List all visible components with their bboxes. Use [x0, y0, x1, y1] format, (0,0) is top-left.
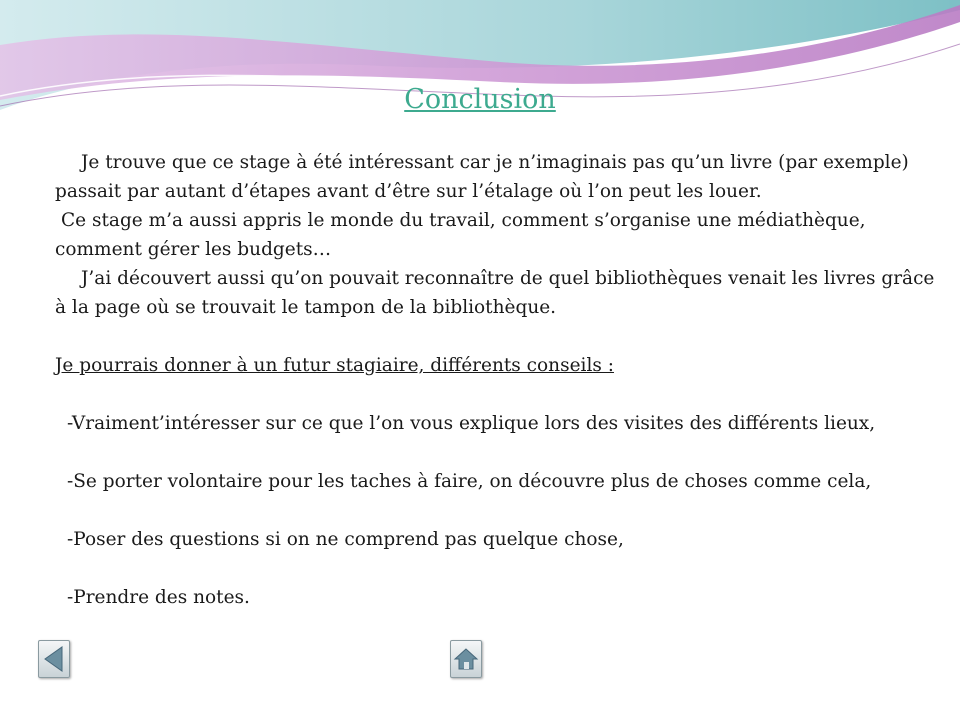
triangle-left-icon — [39, 641, 69, 677]
paragraph-library-stamp: J’ai découvert aussi qu’on pouvait reconnaître de quel bibliothèques venait les livres grâce à la page où se trouvait le tampon de la bibliothèque. — [55, 268, 935, 318]
home-icon — [451, 641, 481, 677]
back-button[interactable] — [38, 640, 70, 678]
advice-item: -Se porter volontaire pour les taches à faire, on découvre plus de choses comme cela, — [67, 471, 872, 492]
advice-item: -Prendre des notes. — [67, 587, 250, 608]
advice-item: -Vraiment’intéresser sur ce que l’on vous explique lors des visites des différents lieux, — [67, 413, 876, 434]
advice-heading: Je pourrais donner à un futur stagiaire, différents conseils : — [55, 355, 614, 376]
paragraph-work-world: Ce stage m’a aussi appris le monde du travail, comment s’organise une médiathèque, comment gérer les budgets… — [55, 210, 866, 260]
home-button[interactable] — [450, 640, 482, 678]
slide-title: Conclusion — [404, 84, 556, 115]
paragraph-stage-interest: Je trouve que ce stage à été intéressant car je n’imaginais pas qu’un livre (par exemple) passait par autant d’étapes avant d’être sur l’étalage où l’on peut les louer. — [55, 152, 909, 202]
advice-item: -Poser des questions si on ne comprend pas quelque chose, — [67, 529, 624, 550]
slide-content — [55, 148, 935, 612]
